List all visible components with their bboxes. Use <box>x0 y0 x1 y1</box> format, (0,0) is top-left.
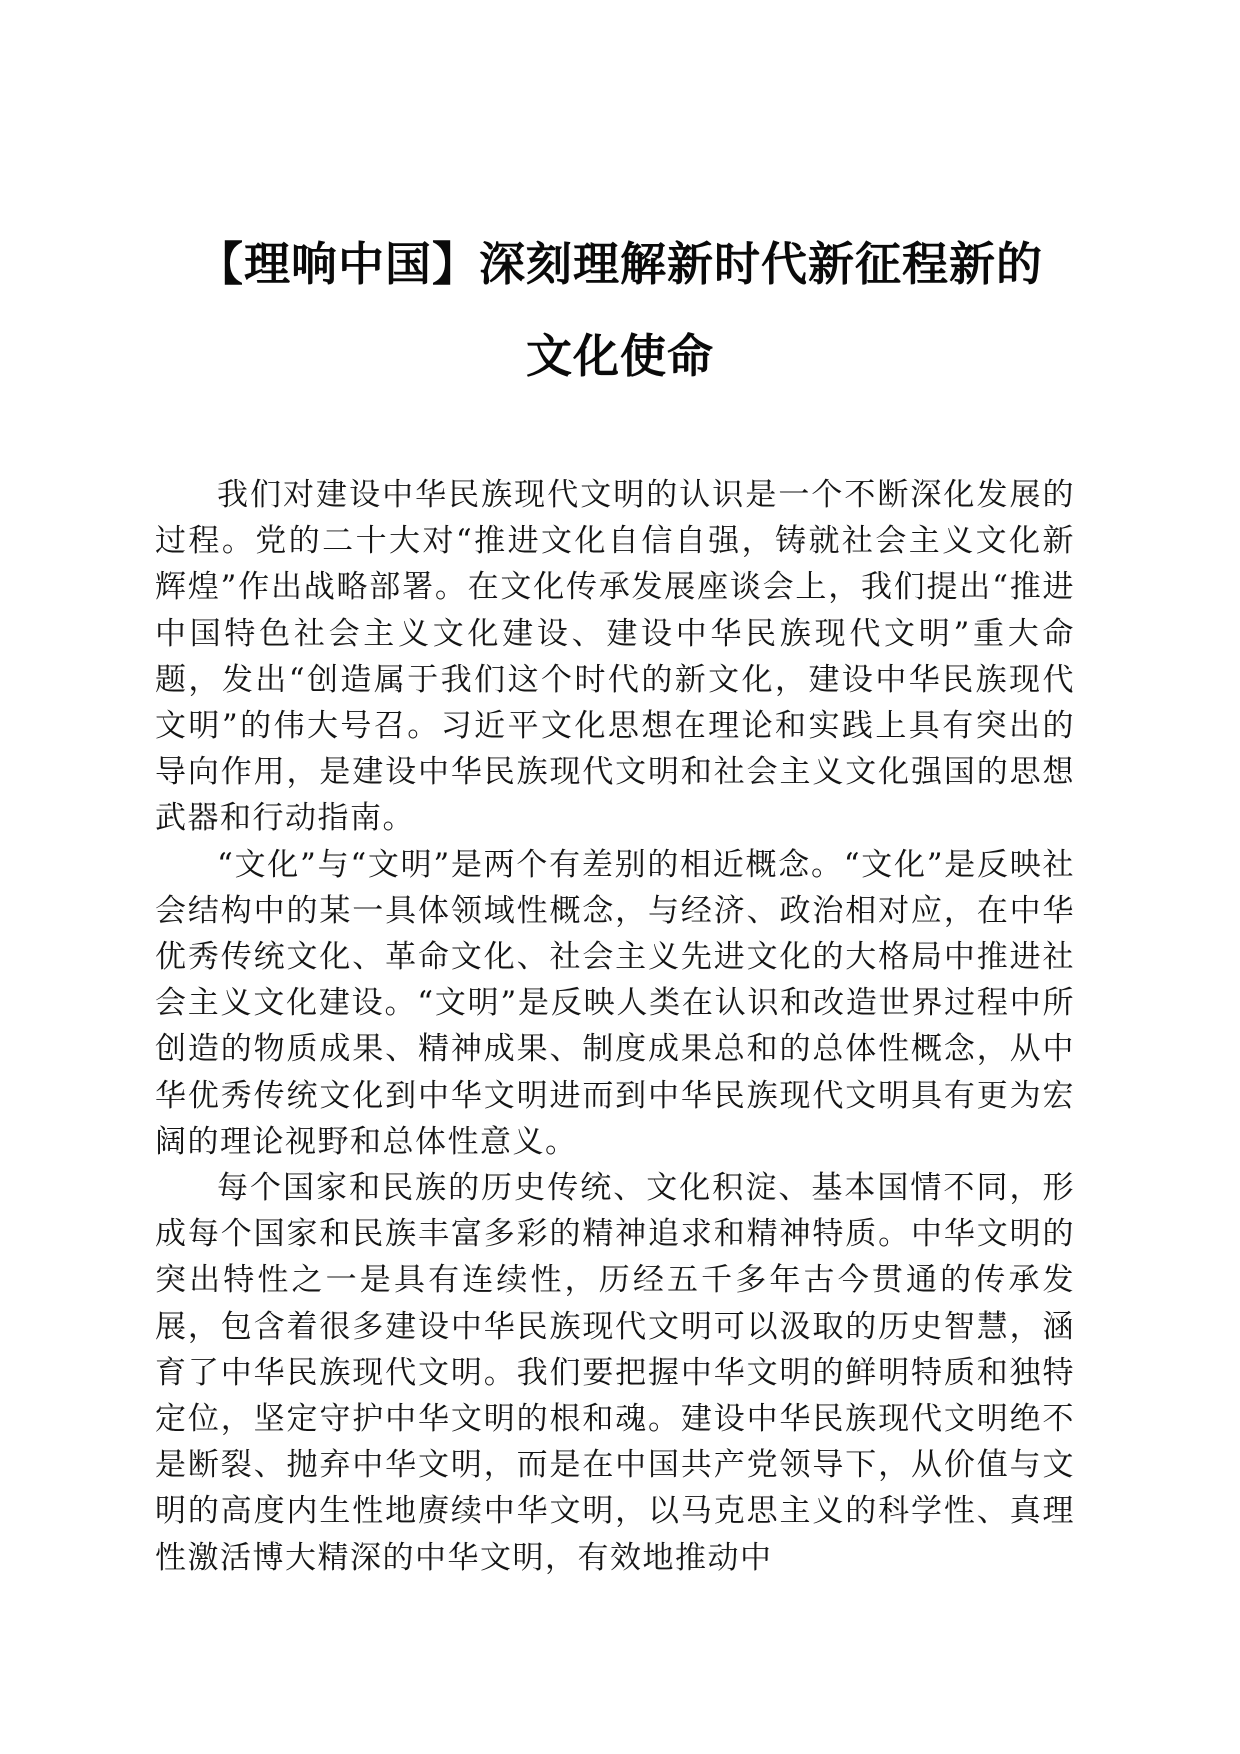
document-title <box>160 218 1080 402</box>
paragraph-1: 我们对建设中华民族现代文明的认识是一个不断深化发展的过程。党的二十大对“推进文化自信自强，铸就社会主义文化新辉煌”作出战略部署。在文化传承发展座谈会上，我们提出“推进中国特色社会主义文化建设、建设中华民族现代文明”重大命题，发出“创造属于我们这个时代的新文化，建设中华民族现代文明”的伟大号召。习近平文化思想在理论和实践上具有突出的导向作用，是建设中华民族现代文明和社会主义文化强国的思想武器和行动指南。 <box>155 477 1075 837</box>
document-body <box>155 472 1075 1581</box>
paragraph-3: 每个国家和民族的历史传统、文化积淀、基本国情不同，形成每个国家和民族丰富多彩的精神追求和精神特质。中华文明的突出特性之一是具有连续性，历经五千多年古今贯通的传承发展，包含着很多建设中华民族现代文明可以汲取的历史智慧，涵育了中华民族现代文明。我们要把握中华文明的鲜明特质和独特定位，坚定守护中华文明的根和魂。建设中华民族现代文明绝不是断裂、抛弃中华文明，而是在中国共产党领导下，从价值与文明的高度内生性地赓续中华文明，以马克思主义的科学性、真理性激活博大精深的中华文明，有效地推动中 <box>155 1170 1075 1576</box>
title-line-2: 文化使命 <box>526 329 714 383</box>
paragraph-2: “文化”与“文明”是两个有差别的相近概念。“文化”是反映社会结构中的某一具体领域性概念，与经济、政治相对应，在中华优秀传统文化、革命文化、社会主义先进文化的大格局中推进社会主义文化建设。“文明”是反映人类在认识和改造世界过程中所创造的物质成果、精神成果、制度成果总和的总体性概念，从中华优秀传统文化到中华文明进而到中华民族现代文明具有更为宏阔的理论视野和总体性意义。 <box>155 846 1075 1160</box>
title-line-1: 【理响中国】深刻理解新时代新征程新的 <box>197 237 1043 291</box>
